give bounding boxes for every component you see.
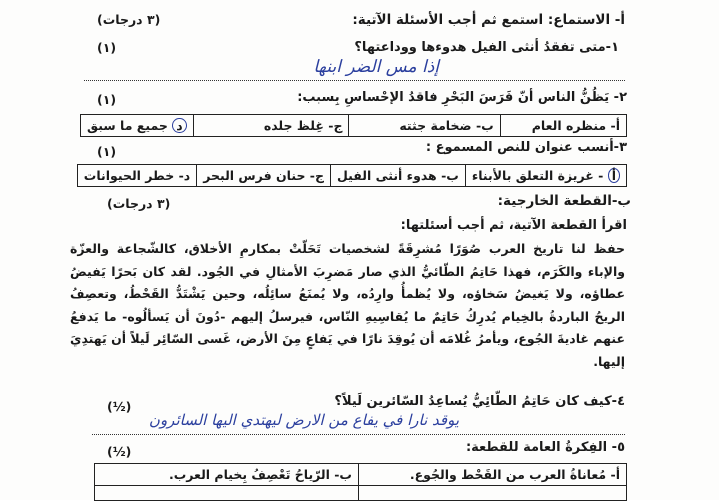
- question-5-option-d[interactable]: [95, 486, 359, 501]
- question-3-option-b[interactable]: ب- هدوء أنثى الفيل: [331, 165, 466, 187]
- question-5-options: [94, 463, 627, 501]
- question-2-option-d[interactable]: [81, 115, 194, 137]
- question-5-option-c[interactable]: [359, 486, 627, 501]
- question-5-option-b[interactable]: ب- الرّياحُ تَعْصِفُ بِخيام العرب.: [95, 464, 359, 486]
- question-1-answer-line: [84, 80, 625, 81]
- question-2-circled-label: د: [172, 118, 186, 133]
- listening-section-title: أ- الاستماع: استمع ثم أجب الأسئلة الآتية:: [352, 12, 625, 28]
- reading-section-marks: (٣ درجات): [107, 196, 171, 211]
- question-4: ٤-كيف كان حَاتِمُ الطّائِيُّ يُساعِدُ السّائرين لَيلاً؟: [334, 394, 625, 409]
- reading-instruction: اقرأ القطعة الآتية، ثم أجب أسئلتها:: [400, 218, 627, 233]
- question-5-mark: (½): [107, 444, 132, 459]
- reading-section-title: ب-القطعة الخارجية:: [497, 193, 631, 209]
- question-2: ٢- يَظُنُّ الناس أنّ فَرَسَ البَحْرِ فاقدُ الإحْساسِ بِسبب:: [297, 90, 627, 105]
- question-3-option-c[interactable]: ج- حنان فرس البحر: [197, 165, 331, 187]
- question-3-options: [77, 164, 627, 187]
- question-2-option-a[interactable]: أ- منظره العام: [500, 115, 626, 137]
- question-1: ١-متى تفقدُ أنثى الفيل هدوءها ووداعتها؟: [354, 40, 619, 55]
- question-1-handwritten-answer: إذا مس الضر ابنها: [313, 57, 439, 77]
- question-4-handwritten-answer: يوقد نارا في يفاع من الارض ليهتدي اليها السائرون: [148, 411, 459, 429]
- question-2-option-c[interactable]: ج- غِلظ جلده: [193, 115, 349, 137]
- question-3-option-a[interactable]: [465, 165, 626, 187]
- question-2-options: [80, 114, 627, 137]
- question-1-mark: (١): [97, 40, 117, 55]
- question-3-mark: (١): [97, 144, 117, 159]
- question-4-answer-line: [92, 434, 625, 435]
- question-4-mark: (½): [107, 399, 132, 414]
- question-2-mark: (١): [97, 92, 117, 107]
- reading-passage: حفظ لنا تاريخ العرب صُوَرًا مُشرِقَةً لشخصيات تَحَلّتْ بمكارمِ الأخلاق، كالشّجاعة والعزّة والإباء والكَرَم، فهذا حَاتِمُ الطّائيُّ الذي صار مَضرِبَ الأمثالِ في الجُود. لقد كان بَحرًا يَفيضُ عطاؤه، ولا يَغيضُ سَخاؤه، ولا يُظمأُ وارِدُه، ولا يُمنَعُ سائِلُه، وحين يَشْتَدُّ القَحْطُ، وتعصِفُ الريحُ الباردةُ بالخِيام يُدرِكُ حَاتِمٌ ما يُقاسِيهِ النّاس، فيرسلُ إليهم -دُونَ أن يَسألُوه- ما يَدفعُ عنهم غاديةَ الجُوع، ويأمرُ غُلامَه أن يُوقِدَ نارًا في يَفاعٍ مِنَ الأرض، غَسى السّائِر لَيلاً أن يَهتدِيَ إليها.: [70, 241, 625, 369]
- question-3: ٣-أنسب عنوان للنص المسموع :: [425, 140, 627, 155]
- question-3-option-a-text: - غريزة التعلق بالأبناء: [471, 168, 604, 183]
- question-3-option-d[interactable]: د- خطر الحيوانات: [77, 165, 196, 187]
- question-5: ٥- الفِكرةُ العامة للقطعة:: [465, 440, 625, 455]
- question-2-option-b[interactable]: ب- ضخامة جثته: [349, 115, 500, 137]
- question-2-option-d-text: جميع ما سبق: [87, 118, 168, 133]
- question-5-option-a[interactable]: أ- مُعاناةُ العرب من القَحْط والجُوع.: [359, 464, 627, 486]
- listening-section-marks: (٣ درجات): [97, 12, 161, 27]
- question-3-circled-label: أ: [608, 168, 620, 183]
